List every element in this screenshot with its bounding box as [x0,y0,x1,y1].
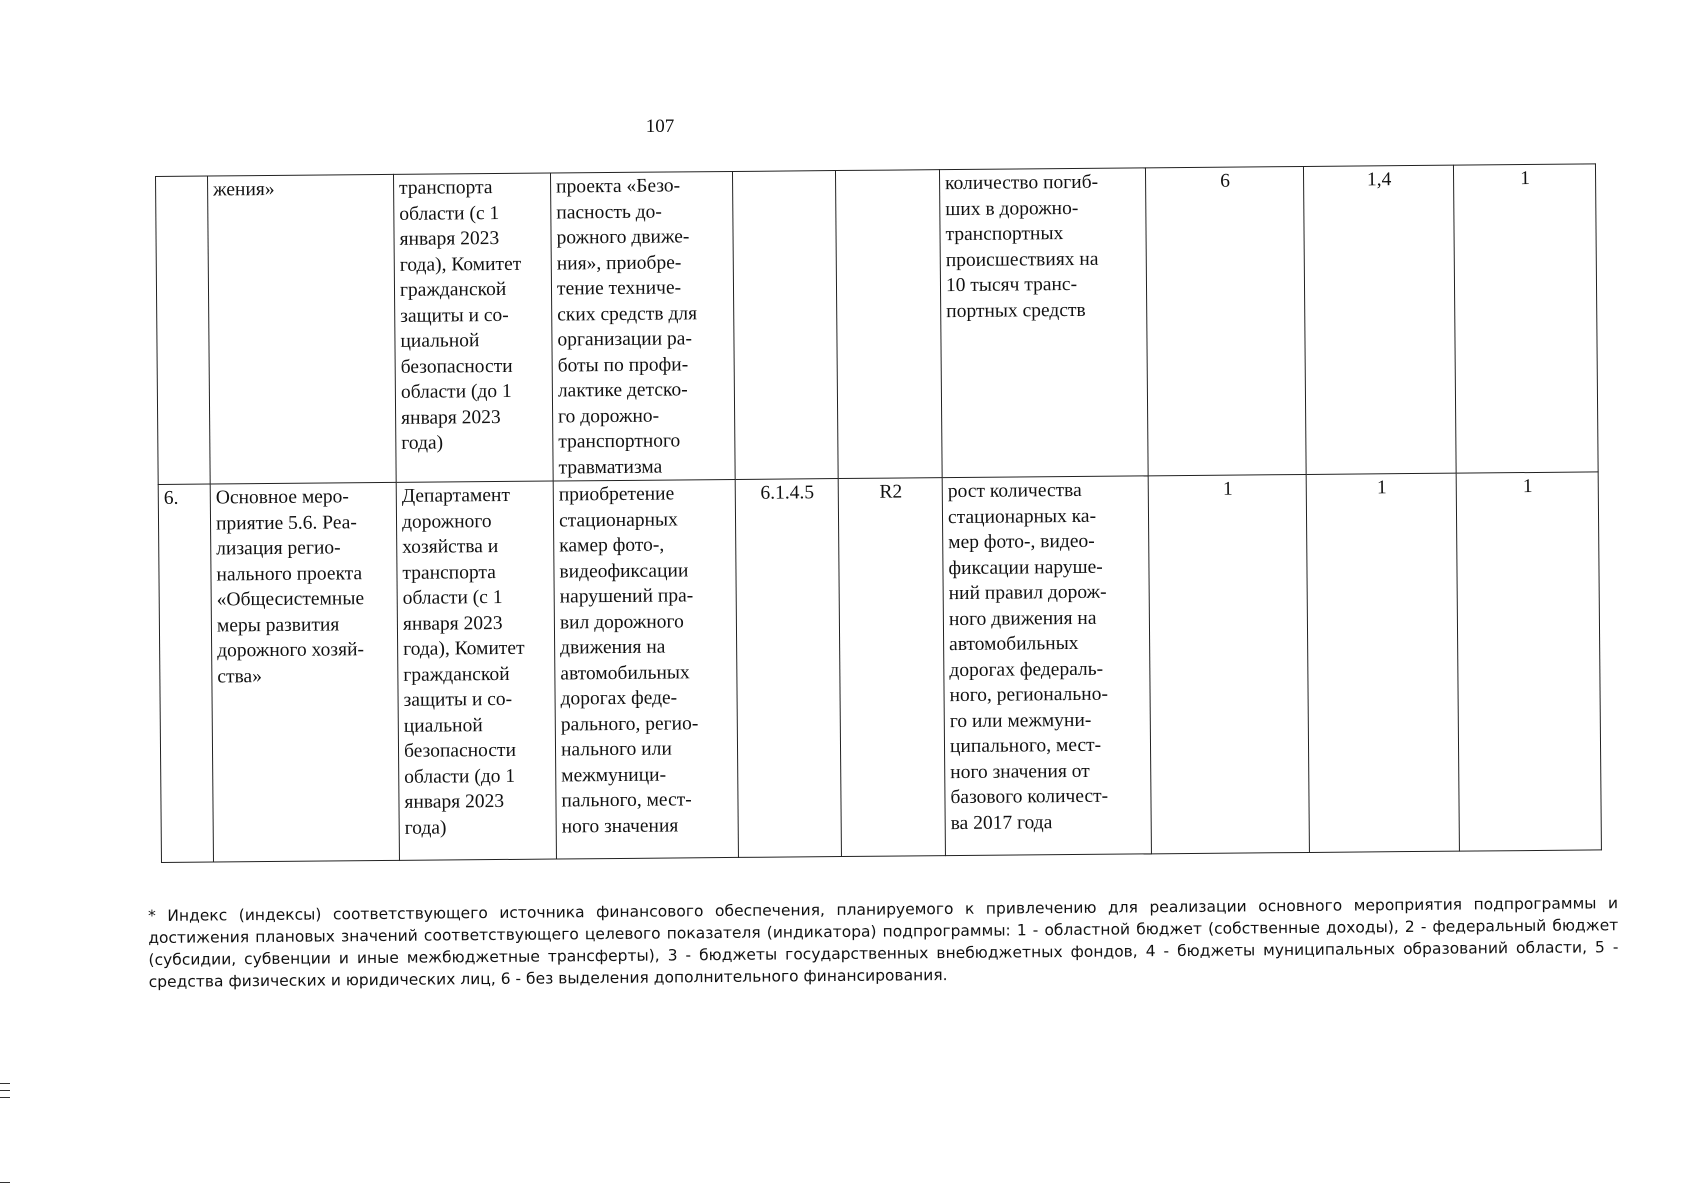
activity-name-cell: Основное меро- приятие 5.6. Реа- лизация регио- нального проекта «Общесистемные меры развития дорожного хозяй- ства» [210,482,399,862]
margin-mark [0,1097,10,1098]
margin-mark [0,1083,10,1084]
row-number-cell: 6. [158,484,213,862]
program-table [155,163,1602,863]
margin-mark [0,1182,10,1183]
table-row [156,164,1599,485]
code-cell [732,171,838,480]
indicator-cell: рост количества стационарных ка- мер фото-, видео- фиксации наруше- ний правил дорож- ного движения на автомобильных дорогах федераль- ного, регионально- го или межмуни- ципального, мест- ного значения от базового количест- ва 2017 года [942,476,1151,856]
code-cell: 6.1.4.5 [735,479,841,858]
executor-cell: транспорта области (с 1 января 2023 года), Комитет гражданской защиты и со- циальной безопасности области (до 1 января 2023 года) [393,173,553,482]
activity-content-cell: проекта «Безо- пасность до- рожного движе- ния», приобре- тение техниче- ских средств для организации ра- боты по профи- лактике детско- го дорожно- транспортного травматизма [550,171,735,481]
source-index-cell: R2 [838,478,945,857]
activity-content-cell: приобретение стационарных камер фото-, видеофиксации нарушений пра- вил дорожного движения на автомобильных дорогах феде- рального, регио- нального или межмуници- пального, мест- ного значения [553,479,738,859]
row-number-cell [156,176,211,484]
executor-cell: Департамент дорожного хозяйства и транспорта области (с 1 января 2023 года), Комитет гражданской защиты и со- циальной безопасности области (до 1 января 2023 года) [396,481,556,860]
value-cell-2: 1,4 [1303,165,1456,474]
value-cell-3: 1 [1453,164,1598,473]
value-cell-3: 1 [1456,472,1601,851]
margin-mark [0,1090,10,1091]
page-number: 107 [645,116,675,137]
indicator-cell: количество погиб- ших в дорожно- транспортных происшествиях на 10 тысяч транс- портных средств [939,168,1148,478]
activity-name-cell: жения» [208,174,397,484]
table-row [158,472,1601,863]
value-cell-1: 1 [1148,474,1309,853]
source-index-cell [835,170,942,479]
value-cell-1: 6 [1145,166,1306,475]
value-cell-2: 1 [1306,473,1459,852]
footnote: * Индекс (индексы) соответствующего источника финансового обеспечения, планируемого к привлечению для реализации основного мероприятия подпрограммы и достижения плановых значений соответствующего целевого показателя (индикатора) подпрограммы: 1 - областной бюджет (собственные доходы), 2 - федеральный бюджет (субсидии, субвенции и иные межбюджетные трансферты), 3 - бюджеты государственных внебюджетных фондов, 4 - бюджеты муниципальных образований области, 5 - средства физических и юридических лиц, 6 - без выделения дополнительного финансирования. [148,894,1619,991]
